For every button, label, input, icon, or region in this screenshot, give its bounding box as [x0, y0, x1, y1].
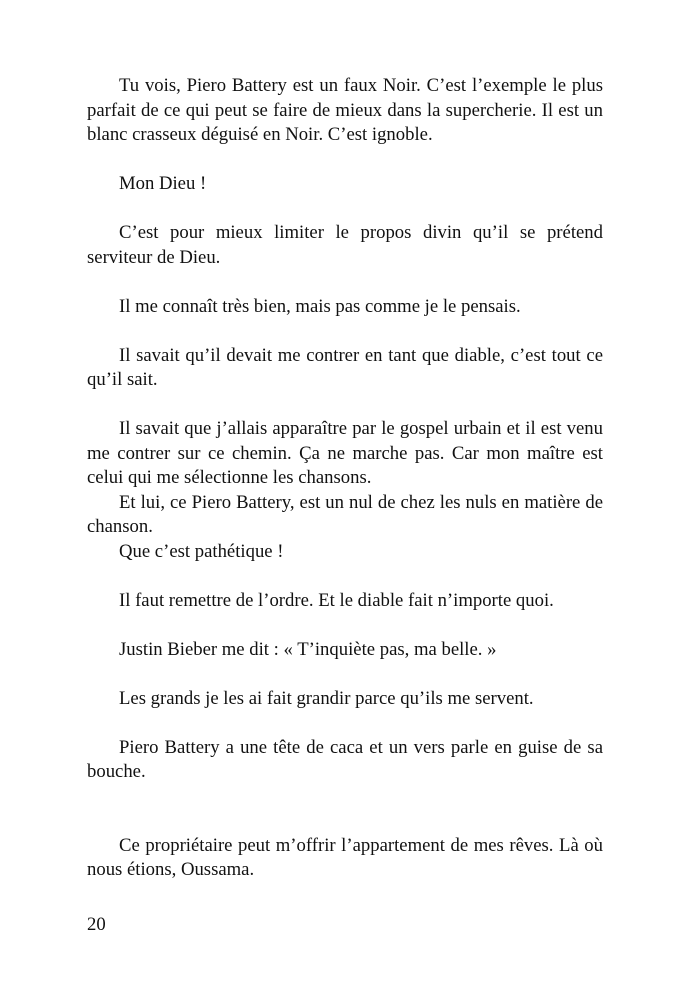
paragraph-3: C’est pour mieux limiter le propos divin qu’il se prétend serviteur de Dieu.	[87, 222, 603, 268]
paragraph-2: Mon Dieu !	[119, 173, 207, 194]
paragraph-5: Il savait qu’il devait me contrer en tant que diable, c’est tout ce qu’il sait.	[87, 344, 603, 390]
paragraph-10: Justin Bieber me dit : « T’inquiète pas, ma belle. »	[119, 638, 497, 660]
paragraph-gap	[87, 197, 603, 222]
page-body	[87, 74, 603, 883]
paragraph-gap	[87, 613, 603, 638]
paragraph-gap	[87, 270, 603, 295]
paragraph-gap	[87, 393, 603, 418]
paragraph-gap	[87, 564, 603, 589]
paragraph-13: Ce propriétaire peut m’offrir l’appartement de mes rêves. Là où nous étions, Oussama.	[87, 834, 603, 880]
paragraph-gap	[87, 148, 603, 173]
paragraph-9: Il faut remettre de l’ordre. Et le diable fait n’importe quoi.	[119, 589, 554, 611]
paragraph-12: Piero Battery a une tête de caca et un vers parle en guise de sa bouche.	[87, 736, 603, 782]
page-number: 20	[87, 914, 106, 935]
paragraph-gap-large	[87, 785, 603, 834]
paragraph-gap	[87, 319, 603, 344]
paragraph-4: Il me connaît très bien, mais pas comme je le pensais.	[119, 295, 521, 317]
paragraph-7: Et lui, ce Piero Battery, est un nul de chez les nuls en matière de chanson.	[87, 491, 603, 537]
paragraph-8: Que c’est pathétique !	[119, 540, 284, 562]
paragraph-6: Il savait que j’allais apparaître par le gospel urbain et il est venu me contrer sur ce chemin. Ça ne marche pas. Car mon maître est celui qui me sélectionne les chansons.	[87, 418, 603, 488]
paragraph-11: Les grands je les ai fait grandir parce qu’ils me servent.	[119, 687, 534, 709]
paragraph-gap	[87, 711, 603, 736]
paragraph-gap	[87, 662, 603, 687]
paragraph-1: Tu vois, Piero Battery est un faux Noir. C’est l’exemple le plus parfait de ce qui peut se faire de mieux dans la supercherie. Il est un blanc crasseux déguisé en Noir. C’est ignoble.	[87, 75, 603, 145]
